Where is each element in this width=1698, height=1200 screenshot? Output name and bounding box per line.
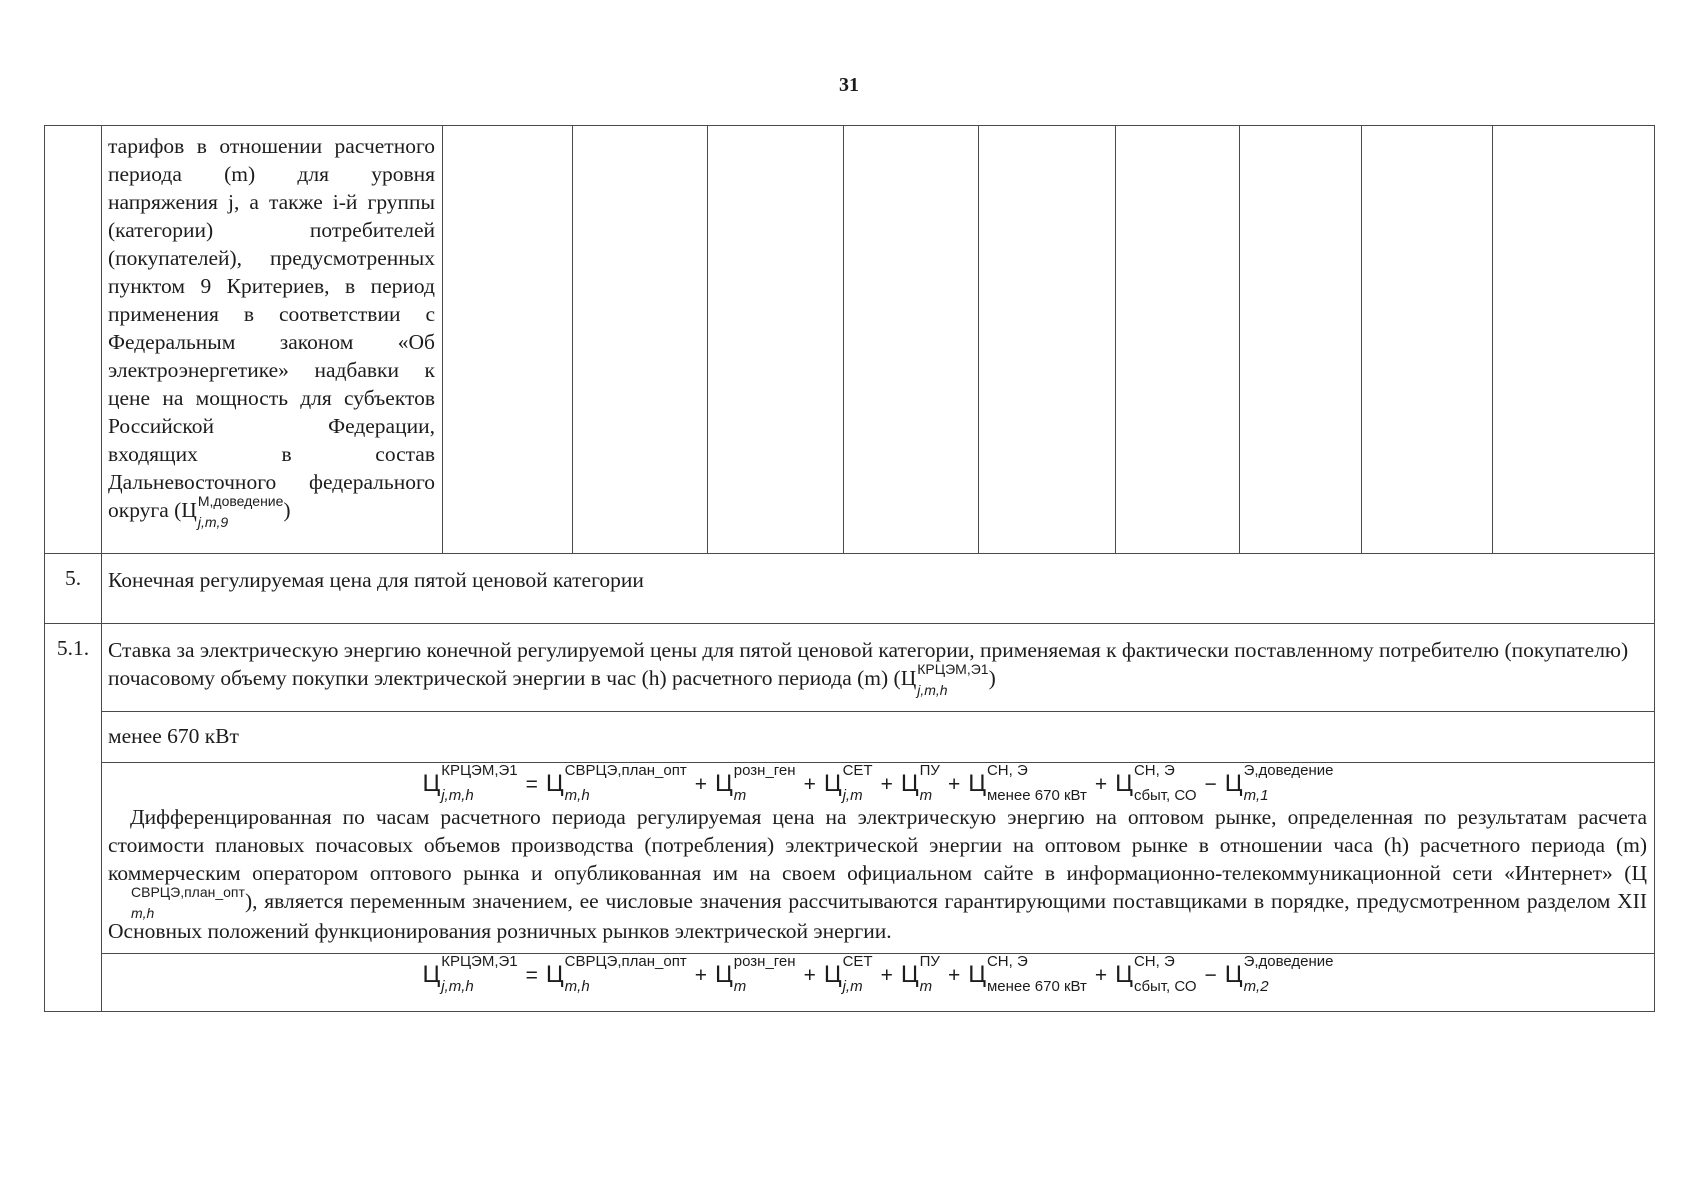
- formula-superscript: СН, Э: [986, 762, 1028, 779]
- table-row: [45, 554, 1655, 624]
- formula-term: [715, 953, 796, 996]
- formula-symbol: Ц: [422, 770, 441, 797]
- formula-cell: [102, 954, 1655, 1012]
- formula-subscript: m: [733, 787, 747, 804]
- formula-superscript: СН, Э: [1133, 762, 1175, 779]
- formula-term: [900, 953, 940, 996]
- formula-subscript: менее 670 кВт: [986, 787, 1087, 804]
- row-number: 5.: [45, 554, 102, 624]
- formula-operator: +: [880, 964, 893, 988]
- description-line: применения в соответствии с: [108, 302, 435, 326]
- formula-term: [715, 762, 796, 804]
- formula-subscript: j,m: [842, 787, 863, 804]
- formula-symbol: Ц: [900, 961, 919, 989]
- description-line: входящих в состав: [108, 442, 435, 466]
- formula-term: [422, 762, 518, 804]
- value-cell: [844, 126, 979, 554]
- formula-symbol: Ц: [715, 770, 733, 797]
- formula-term: [1224, 953, 1334, 996]
- formula-symbol: Ц: [968, 770, 986, 797]
- value-cell: [1240, 126, 1362, 554]
- formula-subscript: j,m,h: [441, 978, 474, 996]
- formula-superscript: ПУ: [919, 953, 940, 971]
- description-line: цене на мощность для субъектов: [108, 386, 435, 410]
- description-line: Российской Федерации,: [108, 414, 435, 438]
- formula-symbol: Ц: [1224, 770, 1243, 797]
- description-line: электроэнергетике» надбавки к: [108, 358, 435, 382]
- table-row: [45, 954, 1655, 1012]
- row-title: Ставка за электрическую энергию конечной регулируемой цены для пятой ценовой категории, применяемая к фактически поставленному потребителю (покупателю) почасовому объему покупки электрической энергии в час (h) расчетного периода (m) (Ц КРЦЭМ,Э1 j,m,h ): [102, 624, 1655, 712]
- price-symbol: М,доведение j,m,9: [197, 493, 284, 531]
- formula-term: [545, 953, 687, 996]
- tariff-table: [44, 125, 1655, 1012]
- value-cell: [1493, 126, 1655, 554]
- row-number-cell: [45, 126, 102, 554]
- formula-symbol: Ц: [1115, 770, 1133, 797]
- formula-superscript: СВРЦЭ,план_опт: [564, 762, 687, 779]
- formula-subscript: m,h: [564, 787, 590, 804]
- description-lines: [108, 132, 435, 496]
- value-cell: [708, 126, 844, 554]
- table-row: [45, 712, 1655, 763]
- price-formula-2: [102, 954, 1654, 994]
- formula-term: [1115, 953, 1197, 996]
- formula-subscript: m: [733, 978, 747, 996]
- formula-subscript: m: [919, 787, 933, 804]
- formula-term: [1224, 762, 1334, 804]
- value-cell: [1362, 126, 1493, 554]
- description-line: тарифов в отношении расчетного: [108, 134, 435, 158]
- formula-symbol: Ц: [900, 770, 919, 797]
- formula-operator: =: [525, 773, 538, 796]
- description-line: напряжения j, а также i-й группы: [108, 190, 435, 214]
- formula-term: [968, 762, 1087, 804]
- page-number: 31: [839, 74, 859, 96]
- price-formula-1: [102, 763, 1654, 803]
- formula-subscript: m,1: [1243, 787, 1269, 804]
- formula-cell: [102, 763, 1655, 954]
- table-row: [45, 126, 1655, 554]
- formula-symbol: Ц: [1115, 961, 1133, 989]
- formula-subscript: m,2: [1243, 978, 1269, 996]
- formula-symbol: Ц: [968, 961, 986, 989]
- formula-term: [422, 953, 518, 996]
- formula-superscript: СЕТ: [842, 953, 873, 971]
- formula-subscript: m,h: [564, 978, 590, 996]
- formula-subscript: m: [919, 978, 933, 996]
- formula-operator: +: [947, 964, 961, 988]
- formula-operator: =: [525, 964, 538, 988]
- formula-symbol: Ц: [1224, 961, 1243, 989]
- description-line: (покупателей), предусмотренных: [108, 246, 435, 270]
- formula-operator: +: [947, 773, 961, 796]
- formula-symbol: Ц: [823, 961, 842, 989]
- formula-operator: +: [880, 773, 893, 796]
- formula-subscript: j,m,h: [441, 787, 474, 804]
- formula-operator: +: [803, 964, 816, 988]
- formula-superscript: КРЦЭМ,Э1: [441, 953, 518, 971]
- formula-term: [968, 953, 1087, 996]
- formula-operator: +: [1094, 773, 1108, 796]
- formula-symbol: Ц: [715, 961, 733, 989]
- formula-term: [823, 762, 873, 804]
- price-symbol: СВРЦЭ,план_опт m,h: [131, 884, 245, 922]
- formula-superscript: КРЦЭМ,Э1: [441, 762, 518, 779]
- formula-superscript: СН, Э: [986, 953, 1028, 971]
- table-row: [45, 763, 1655, 954]
- formula-operator: +: [694, 773, 707, 796]
- formula-superscript: СЕТ: [842, 762, 873, 779]
- formula-term: [823, 953, 873, 996]
- description-last-line: округа (Ц М,доведение j,m,9 ): [108, 493, 291, 531]
- formula-operator: +: [803, 773, 816, 796]
- row-title: Конечная регулируемая цена для пятой ценовой категории: [102, 554, 1655, 624]
- description-line: периода (m) для уровня: [108, 162, 435, 186]
- formula-subscript: сбыт, СО: [1133, 978, 1197, 996]
- formula-symbol: Ц: [545, 770, 564, 797]
- row-number: 5.1.: [45, 624, 102, 1012]
- description-line: Федеральным законом «Об: [108, 330, 435, 354]
- formula-subscript: сбыт, СО: [1133, 787, 1197, 804]
- formula-term: [545, 762, 687, 804]
- value-cell: [443, 126, 573, 554]
- row-description-cell: [102, 126, 443, 554]
- formula-term: [1115, 762, 1197, 804]
- table-row: [45, 624, 1655, 712]
- formula-superscript: Э,доведение: [1243, 953, 1334, 971]
- formula-superscript: СН, Э: [1133, 953, 1175, 971]
- formula-superscript: розн_ген: [733, 953, 796, 971]
- formula-subscript: менее 670 кВт: [986, 978, 1087, 996]
- formula-superscript: СВРЦЭ,план_опт: [564, 953, 687, 971]
- description-line: Дальневосточного федерального: [108, 470, 435, 494]
- formula-superscript: розн_ген: [733, 762, 796, 779]
- description-line: (категории) потребителей: [108, 218, 435, 242]
- value-cell: [979, 126, 1116, 554]
- formula-operator: −: [1204, 773, 1217, 796]
- value-cell: [1116, 126, 1240, 554]
- formula-symbol: Ц: [823, 770, 842, 797]
- formula-operator: −: [1204, 964, 1217, 988]
- formula-symbol: Ц: [422, 961, 441, 989]
- voltage-subheader: менее 670 кВт: [102, 712, 1655, 763]
- formula-symbol: Ц: [545, 961, 564, 989]
- formula-superscript: Э,доведение: [1243, 762, 1334, 779]
- formula-operator: +: [694, 964, 707, 988]
- formula-superscript: ПУ: [919, 762, 940, 779]
- value-cell: [573, 126, 708, 554]
- formula-term: [900, 762, 940, 804]
- formula-operator: +: [1094, 964, 1108, 988]
- description-line: пунктом 9 Критериев, в период: [108, 274, 435, 298]
- formula-subscript: j,m: [842, 978, 863, 996]
- price-symbol: КРЦЭМ,Э1 j,m,h: [917, 661, 989, 699]
- definition-paragraph: Дифференцированная по часам расчетного периода регулируемая цена на электрическую энергию на оптовом рынке, определенная по результатам расчета стоимости плановых почасовых объемов производства (потребления) электрической энергии на оптовом рынке в отношении часа (h) расчетного периода (m) коммерческим оператором оптового рынка и опубликованная им на своем официальном сайте в информационно-телекоммуникационной сети «Интернет» (Ц СВРЦЭ,план_опт m,h ), является переменным значением, ее числовые значения рассчитываются гарантирующими поставщиками в порядке, предусмотренном разделом XII Основных положений функционирования розничных рынков электрической энергии.: [108, 805, 1647, 944]
